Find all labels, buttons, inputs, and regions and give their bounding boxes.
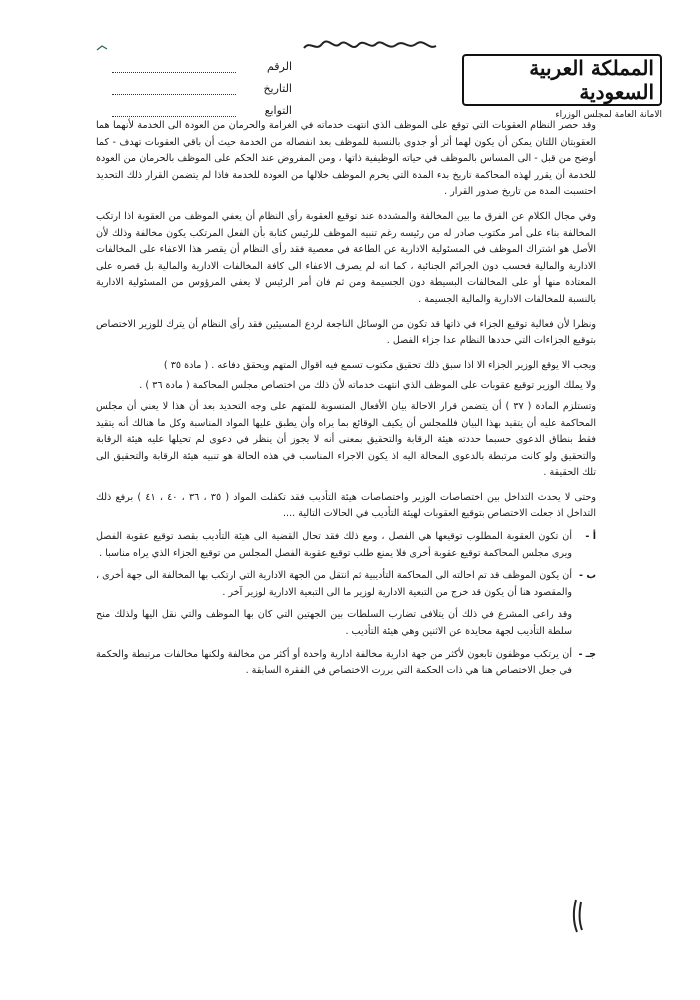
list-marker	[572, 607, 596, 640]
list-item-text: وقد راعى المشرع في ذلك أن يتلافى تضارب السلطات بين الجهتين التي كان بها الموظف والتي نقل اليها ولذلك منح سلطة التأديب لجهة محايدة عن الاثنين وهي هيئة التأديب .	[96, 609, 572, 638]
list-item-b-note	[96, 607, 596, 640]
number-line	[112, 62, 236, 73]
paragraph-7: وحتى لا يحدث التداخل بين اختصاصات الوزير واختصاصات هيئة التأديب فقد تكفلت المواد ( ٣٥ ، ٣٦ ، ٤٠ ، ٤١ ) برفع ذلك التداخل اذ جعلت الاختصاص بتوقيع العقوبات لهيئة التأديب في الحالات التالية ....	[96, 491, 596, 520]
attachments-label: التوابع	[264, 104, 292, 117]
number-label: الرقم	[266, 60, 292, 73]
date-line	[112, 84, 236, 95]
list-marker: جـ -	[578, 648, 596, 660]
document-body	[96, 118, 596, 680]
list-item-c	[96, 647, 596, 680]
paragraph-4: ويجب الا يوقع الوزير الجزاء الا اذا سبق ذلك تحقيق مكتوب تسمع فيه اقوال المتهم ويحقق دفاعه . ( مادة ٣٥ )	[163, 359, 596, 371]
list-marker: ب -	[579, 570, 596, 582]
date-field	[112, 78, 292, 100]
list-item-b	[96, 568, 596, 601]
number-field	[112, 56, 292, 78]
corner-mark-icon	[96, 36, 108, 42]
paragraph-3: ونظرا لأن فعالية توقيع الجزاء في ذاتها قد تكون من الوسائل الناجعة لردع المسيئين فقد رأى النظام أن يترك للوزير الاختصاص بتوقيع الجزاءات التي حددها النظام عدا جزاء الفصل .	[96, 318, 596, 347]
list-item-text: أن يرتكب موظفون تابعون لأكثر من جهة ادارية مخالفة ادارية واحدة أو أكثر من مخالفة ولكنها مخالفات مرتبطة والحكمة في جعل الاختصاص هنا هي ذات الحكمة التي بررت الاختصاص في الفقرة السابقة .	[96, 648, 572, 677]
paragraph-1: وقد حصر النظام العقوبات التي توقع على الموظف الذي انتهت خدماته في الغرامة والحرمان من العودة الى الخدمة لأنهما هما العقوبتان اللتان يمكن أن يكون لهما أثر أو جدوى بالنسبة للموظف بعد انفصاله من الخدمة حيث أن باقي العقوبات تهدف - كما أوضح من قبل - الى المساس بالموظف في حياته الوظيفية ذاتها ، ومن المفروض عند الحكم على الموظف بالحرمان من العودة للخدمة أن يقرر لهذه المحاكمة تاريخ بدء المدة التي يحرم الموظف خلالها من العودة للخدمة فاذا لم يتضمن القرار ذلك التحديد احتسبت المدة من تاريخ صدور القرار .	[96, 120, 596, 198]
logo-name: المملكة العربية السعودية	[462, 54, 662, 106]
list-marker: أ -	[585, 531, 596, 543]
list-item-text: أن يكون الموظف قد تم احالته الى المحاكمة التأديبية ثم انتقل من الجهة الادارية التي ارتكب بها المخالفة الى جهة أخرى ، والمقصود هنا أن يكون قد خرج من التبعية الادارية لوزير ما الى التبعية الادارية لوزير آخر .	[96, 570, 572, 598]
list-item-a	[96, 529, 596, 562]
date-label: التاريخ	[263, 82, 292, 95]
paragraph-5: ولا يملك الوزير توقيع عقوبات على الموظف الذي انتهت خدماته لأن ذلك من اختصاص مجلس المحاكمة ( مادة ٣٦ ) .	[139, 380, 596, 392]
list-item-text: أن تكون العقوبة المطلوب توقيعها هي الفصل ، ومع ذلك فقد تحال القضية الى هيئة التأديب بقصد توقيع عقوبة الفصل ويرى مجلس المحاكمة توقيع عقوبة أخرى فلا يمنع طلب توقيع عقوبة الفصل المجلس من توقيع الجزاء الذي يراه مناسبا .	[96, 531, 572, 559]
logo-subtitle: الامانة العامة لمجلس الوزراء	[555, 110, 662, 120]
paragraph-2: وفي مجال الكلام عن الفرق ما بين المخالفة والمشددة عند توقيع العقوبة رأى النظام أن يعفي الموظف من العقوبة اذا ارتكب المخالفة بناء على أمر مكتوب صادر له من رئيسه رغم تنبيه الموظف للرئيس كتابة بأن الفعل المرتكب يكون مخالفة وذلك لأن الأصل هو اشتراك الموظف في المسئولية الادارية عن الطاعة في معصية فقد رأى النظام أن يقصر هذا الاعفاء على المخالفات الادارية والمالية فحسب دون الجرائم الجنائية ، كما انه لم يصرف الاعفاء الى كافة المخالفات الادارية والمالية بل قصره على المعتادة منها أو على المخالفات البسيطة دون الجسيمة ومن ثم فان أمر الرئيس لا يعفي المرؤوس من المسئولية الادارية بالنسبة للمخالفات الادارية والمالية الجسيمة .	[96, 210, 596, 305]
handwritten-scribble-icon	[300, 36, 440, 56]
handwritten-page-mark-icon	[570, 896, 590, 936]
paragraph-6: وتستلزم المادة ( ٣٧ ) أن يتضمن قرار الاحالة بيان الأفعال المنسوبة للمتهم على وجه التحديد بعد أن هذا لا يعني أن مجلس المحاكمة عليه أن يتقيد بهذا البيان فللمجلس أن يكيف الوقائع بما يراه وأن يطبق عليها المواد المناسبة وكل ما هنالك أنه يتقيد فقط بنطاق الدعوى حسبما حددته هيئة الرقابة والتحقيق بمعنى أنه لا يجوز أن ينظر في دعوى لم تحيلها عليه هيئة الرقابة والتحقيق ولو كانت مرتبطة بالدعوى المحالة اليه اذ يكون الاجراء المناسب في هذه الحالة هو تنبيه هيئة الرقابة والتحقيق الى تلك الحقيقة .	[96, 400, 596, 479]
document-meta-fields	[112, 56, 292, 122]
letterhead-logo	[462, 54, 662, 120]
attachments-line	[112, 106, 236, 117]
